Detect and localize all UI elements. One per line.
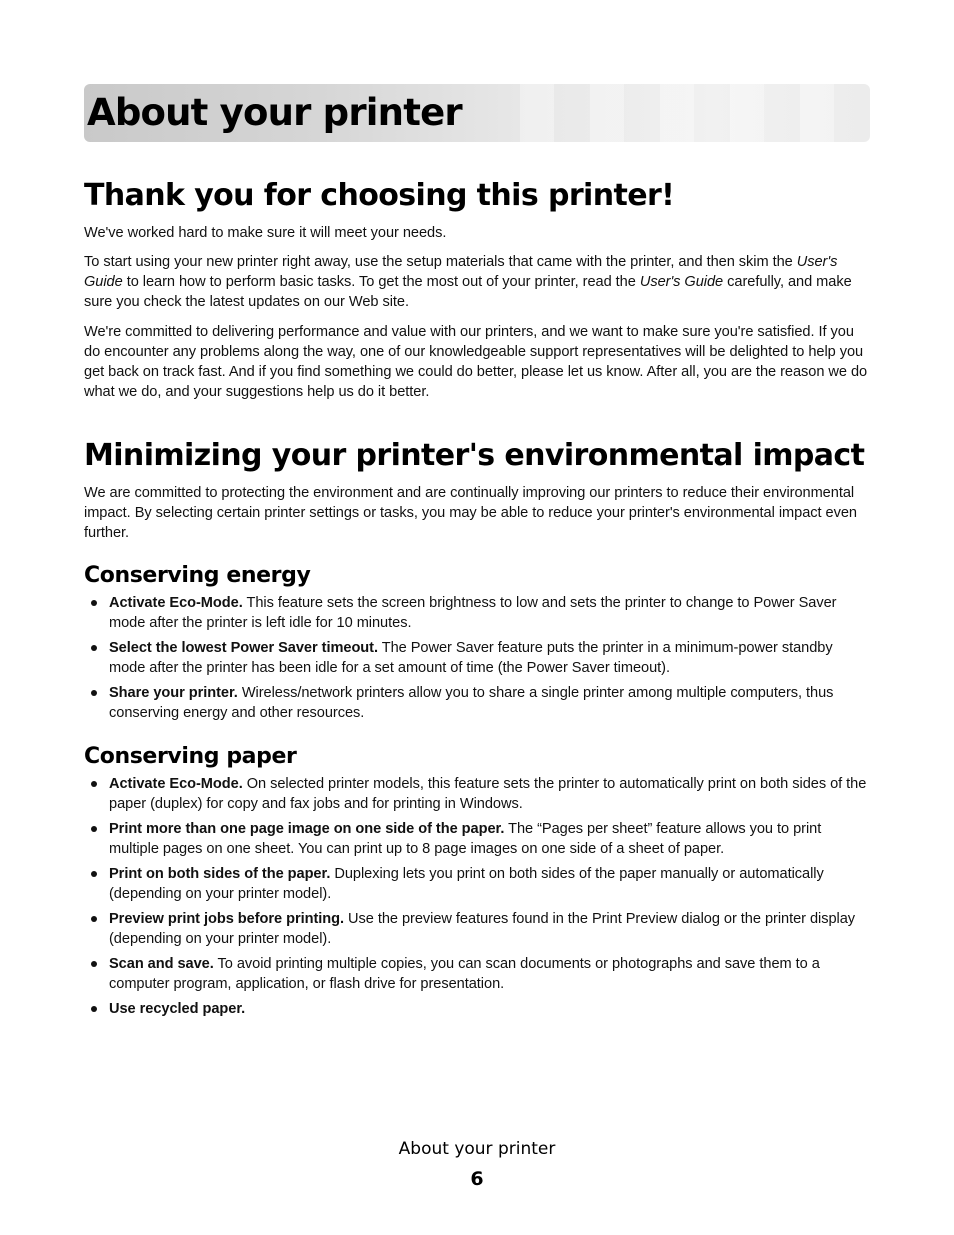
list-item-lead: Preview print jobs before printing. bbox=[109, 911, 345, 927]
subsection-title-energy: Conserving energy bbox=[84, 563, 311, 588]
list-item bbox=[84, 999, 870, 1019]
list-item-lead: Print more than one page image on one side of the paper. bbox=[109, 821, 505, 837]
italic-title: User's Guide bbox=[84, 254, 838, 290]
bullet-icon bbox=[91, 600, 97, 606]
list-item-text: The Power Saver feature puts the printer in a minimum-power standby mode after the printer has been idle for a set amount of time (the Power Saver timeout). bbox=[109, 640, 833, 676]
list-item-lead: Activate Eco-Mode. bbox=[109, 595, 243, 611]
text-run: carefully, and make sure you check the latest updates on our Web site. bbox=[84, 274, 852, 310]
energy-tips-list bbox=[84, 593, 870, 723]
list-item bbox=[84, 638, 870, 678]
section-title-environment: Minimizing your printer's environmental impact bbox=[84, 438, 865, 473]
list-item-text: Use the preview features found in the Print Preview dialog or the printer display (depending on your printer model). bbox=[109, 911, 856, 947]
page-number: 6 bbox=[470, 1168, 484, 1190]
list-item-lead: Print on both sides of the paper. bbox=[109, 866, 331, 882]
subsection-title-paper: Conserving paper bbox=[84, 744, 297, 769]
text-run: To start using your new printer right away, use the setup materials that came with the printer, and then skim the bbox=[84, 254, 797, 270]
list-item bbox=[84, 864, 870, 904]
paragraph: We've worked hard to make sure it will meet your needs. bbox=[84, 225, 447, 241]
page-content bbox=[84, 84, 870, 1024]
page-footer bbox=[0, 1138, 954, 1192]
paragraph: We're committed to delivering performance and value with our printers, and we want to make sure you're satisfied. If you do encounter any problems along the way, one of our knowledgeable support representatives will be delighted to help you get back on track fast. And if you find something we could do better, please let us know. After all, you are the reason we do what we do, and your suggestions help us do it better. bbox=[84, 324, 868, 400]
list-item-lead: Activate Eco-Mode. bbox=[109, 776, 243, 792]
italic-title: User's Guide bbox=[639, 274, 724, 290]
list-item-lead: Share your printer. bbox=[109, 685, 238, 701]
list-item bbox=[84, 909, 870, 949]
list-item bbox=[84, 954, 870, 994]
paragraph bbox=[84, 252, 870, 312]
list-item bbox=[84, 819, 870, 859]
list-item-lead: Scan and save. bbox=[109, 956, 214, 972]
chapter-banner bbox=[84, 84, 870, 142]
list-item-text: To avoid printing multiple copies, you can scan documents or photographs and save them to a computer program, application, or flash drive for presentation. bbox=[109, 956, 820, 992]
bullet-icon bbox=[91, 961, 97, 967]
text-run: to learn how to perform basic tasks. To get the most out of your printer, read the bbox=[122, 274, 640, 290]
paper-tips-list bbox=[84, 774, 870, 1019]
bullet-icon bbox=[91, 690, 97, 696]
bullet-icon bbox=[91, 826, 97, 832]
list-item-text: Wireless/network printers allow you to share a single printer among multiple computers, thus conserving energy and other resources. bbox=[109, 685, 834, 721]
list-item-lead: Use recycled paper. bbox=[109, 1001, 246, 1017]
list-item bbox=[84, 683, 870, 723]
bullet-icon bbox=[91, 916, 97, 922]
list-item-text: On selected printer models, this feature sets the printer to automatically print on both sides of the paper (duplex) for copy and fax jobs and for printing in Windows. bbox=[109, 776, 867, 812]
list-item-text: The “Pages per sheet” feature allows you to print multiple pages on one sheet. You can print up to 8 page images on one side of a sheet of paper. bbox=[109, 821, 822, 857]
footer-chapter-title: About your printer bbox=[398, 1139, 556, 1159]
list-item bbox=[84, 593, 870, 633]
banner-decoration bbox=[484, 84, 870, 142]
section-title-thank-you: Thank you for choosing this printer! bbox=[84, 178, 675, 213]
list-item bbox=[84, 774, 870, 814]
chapter-title: About your printer bbox=[87, 91, 462, 134]
paragraph: We are committed to protecting the environment and are continually improving our printers to reduce their environmental impact. By selecting certain printer settings or tasks, you may be able to reduce your printer's environmental impact even further. bbox=[84, 485, 857, 541]
list-item-text: Duplexing lets you print on both sides of the paper manually or automatically (depending on your printer model). bbox=[109, 866, 824, 902]
list-item-lead: Select the lowest Power Saver timeout. bbox=[109, 640, 378, 656]
bullet-icon bbox=[91, 645, 97, 651]
bullet-icon bbox=[91, 781, 97, 787]
bullet-icon bbox=[91, 1006, 97, 1012]
bullet-icon bbox=[91, 871, 97, 877]
list-item-text: This feature sets the screen brightness to low and sets the printer to change to Power Saver mode after the printer is left idle for 10 minutes. bbox=[109, 595, 837, 631]
